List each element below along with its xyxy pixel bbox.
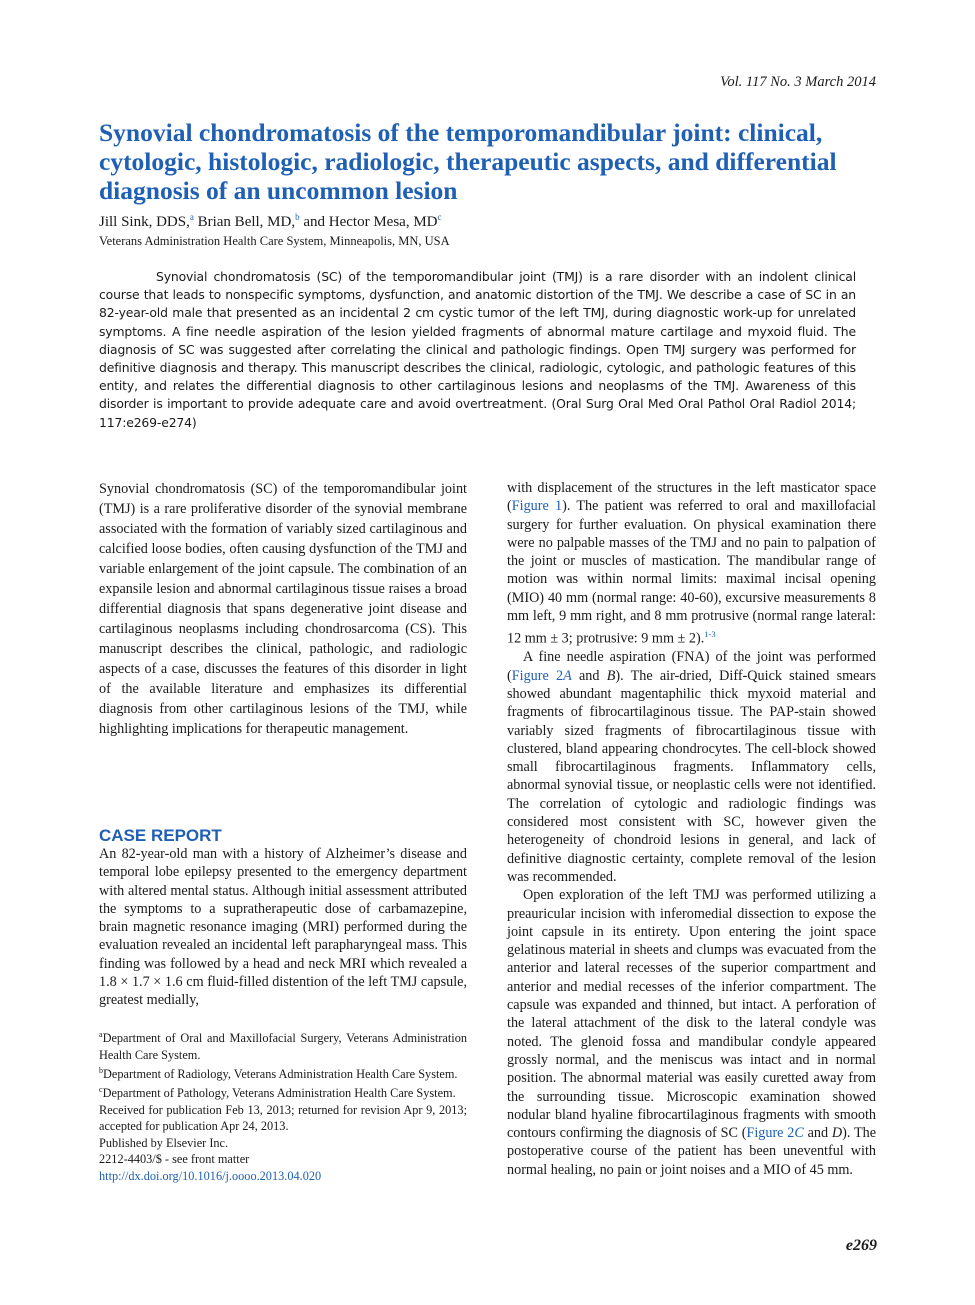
right-column (507, 479, 876, 1179)
footnote-a: $^a$Department of Oral and Maxillofacial Surgery, Veterans Administration Health Care System. (99, 1030, 467, 1062)
abstract: Synovial chondromatosis (SC) of the temporomandibular joint (TMJ) is a rare disorder with an indolent clinical course that leads to nonspecific symptoms, dysfunction, and anatomic distortion of the TMJ. We describe a case of SC in an 82-year-old male that presented as an incidental 2 cm cystic tumor of the left TMJ, during diagnostic work-up for unrelated symptoms. A fine needle aspiration of the lesion yielded fragments of abnormal mature cartilage and myxoid fluid. The diagnosis of SC was suggested after correlating the clinical and pathologic findings. Open TMJ surgery was performed for definitive diagnosis and therapy. This manuscript describes the clinical, radiologic, cytologic, and pathologic features of this entity, and relates the differential diagnosis to other cartilaginous lesions and neoplasms of the TMJ. Awareness of this disorder is important to provide adequate care and avoid overtreatment. (Oral Surg Oral Med Oral Pathol Oral Radiol 2014; 117:e269-e274) (99, 269, 856, 430)
affiliation-marker[interactable]: a (189, 212, 194, 222)
reference-link[interactable]: 1-3 (704, 629, 716, 640)
received-dates: Received for publication Feb 13, 2013; returned for revision Apr 9, 2013; accepted for publication Apr 24, 2013. (99, 1102, 467, 1134)
figure-2d-link[interactable]: D (831, 1125, 843, 1142)
author-bell: Brian Bell, MD, (197, 214, 296, 230)
footnote-b: $^b$Department of Radiology, Veterans Administration Health Care System. (99, 1065, 458, 1081)
figure-2c-link[interactable]: Figure 2C (746, 1125, 804, 1142)
journal-reference: Vol. 117 No. 3 March 2014 (720, 74, 876, 90)
author-list (99, 212, 442, 231)
intro-paragraph: Synovial chondromatosis (SC) of the temporomandibular joint (TMJ) is a rare proliferative disorder of the synovial membrane associated with the formation of variably sized cartilaginous and calcified loose bodies, often causing dysfunction of the TMJ and variable enlargement of the joint capsule. The combination of an expansile lesion and abnormal cartilaginous tissue raises a broad differential diagnosis that spans degenerative joint disease and cartilaginous neoplasms including chondrosarcoma (CS). This manuscript describes the clinical, pathologic, and radiologic aspects of a case, discusses the features of this disorder in light of the available literature and emphasizes its differential diagnosis from other cartilaginous lesions of the TMJ, while highlighting implications for therapeutic management. (99, 481, 467, 737)
footnote-c: $^c$Department of Pathology, Veterans Administration Health Care System. (99, 1085, 456, 1101)
right-paragraph-3: Open exploration of the left TMJ was performed utilizing a preauricular incision with inferomedial dissection to expose the joint capsule in its entirety. Upon entering the joint space gelatinous material in sheets and clumps was evacuated from the anterior and lateral recesses of the superior compartment and anterior and medial recesses of the inferior compartment. The capsule was expanded and thinned, but intact. A perforation of the lateral attachment of the disk to the lateral condyle was noted. The glenoid fossa and mandibular condyle appeared grossly normal, and the meniscus was intact and in normal position. The abnormal material was easily curetted away from the surrounding tissue. Microscopic examination showed nodular bland hyaline fibrocartilaginous fragments with smooth contours confirming the diagnosis of SC (Figure 2C and D). The postoperative course of the patient has been uneventful with normal healing, no pain or joint noises and a MIO of 45 mm. (507, 887, 876, 1178)
publisher: Published by Elsevier Inc. (99, 1135, 229, 1150)
figure-1-link[interactable]: Figure 1 (511, 498, 563, 515)
affiliation-marker[interactable]: c (437, 212, 442, 222)
affiliation-marker[interactable]: b (295, 212, 300, 222)
figure-2b-link[interactable]: B (606, 667, 616, 684)
issn: 2212-4403/$ - see front matter (99, 1152, 250, 1167)
doi-link[interactable]: http://dx.doi.org/10.1016/j.oooo.2013.04.020 (99, 1168, 322, 1183)
article-title: Synovial chondromatosis of the temporomandibular joint: clinical, cytologic, histologic, radiologic, therapeutic aspects, and differential diagnosis of an uncommon lesion (99, 118, 837, 205)
right-paragraph-2: A fine needle aspiration (FNA) of the joint was performed (Figure 2A and B). The air-dried, Diff-Quick stained smears showed abundant magentaphilic thick myxoid material and fragments of fibrocartilaginous tissue. The PAP-stain showed variably sized fragments of fibrocartilaginous tissue with clustered, bland appearing chondrocytes. The cell-block showed small fibrocartilaginous fragments. Inflammatory cells, abnormal synovial tissue, or neoplastic cells were not identified. The correlation of cytologic and radiologic findings was considered most consistent with SC, however given the heterogeneity of chondroid lesions in general, and lack of definitive diagnostic certainty, complete removal of the lesion was recommended. (507, 649, 876, 885)
footnotes (99, 1027, 467, 1184)
page-number: e269 (845, 1237, 877, 1254)
right-paragraph-1: with displacement of the structures in the left masticator space (Figure 1). The patient was referred to oral and maxillofacial surgery for further evaluation. On physical examination there were no palpable masses of the TMJ and no pain to palpation of the joint or muscles of mastication. The mandibular range of motion was within normal limits: maximal incisal opening (MIO) 40 mm (normal range: 40-60), excursive measurements 8 mm left, 9 mm right, and 8 mm protrusive (normal range lateral: 12 mm ± 3; protrusive: 9 mm ± 2).$^{1-3}$ (507, 480, 876, 648)
author-sink: Jill Sink, DDS, (99, 214, 190, 230)
figure-2a-link[interactable]: Figure 2A (511, 667, 572, 684)
author-mesa: and Hector Mesa, MD (303, 214, 438, 230)
author-affiliation: Veterans Administration Health Care System, Minneapolis, MN, USA (99, 234, 450, 248)
case-report-paragraph: An 82-year-old man with a history of Alzheimer’s disease and temporal lobe epilepsy presented to the emergency department with altered mental status. Although initial assessment attributed the symptoms to a supratherapeutic dose of carbamazepine, brain magnetic resonance imaging (MRI) performed during the evaluation revealed an incidental left parapharyngeal mass. This finding was followed by a head and neck MRI which revealed a 1.8 × 1.7 × 1.6 cm fluid-filled distention of the left TMJ capsule, greatest medially, (99, 846, 467, 1009)
section-heading-case-report: CASE REPORT (99, 826, 222, 845)
